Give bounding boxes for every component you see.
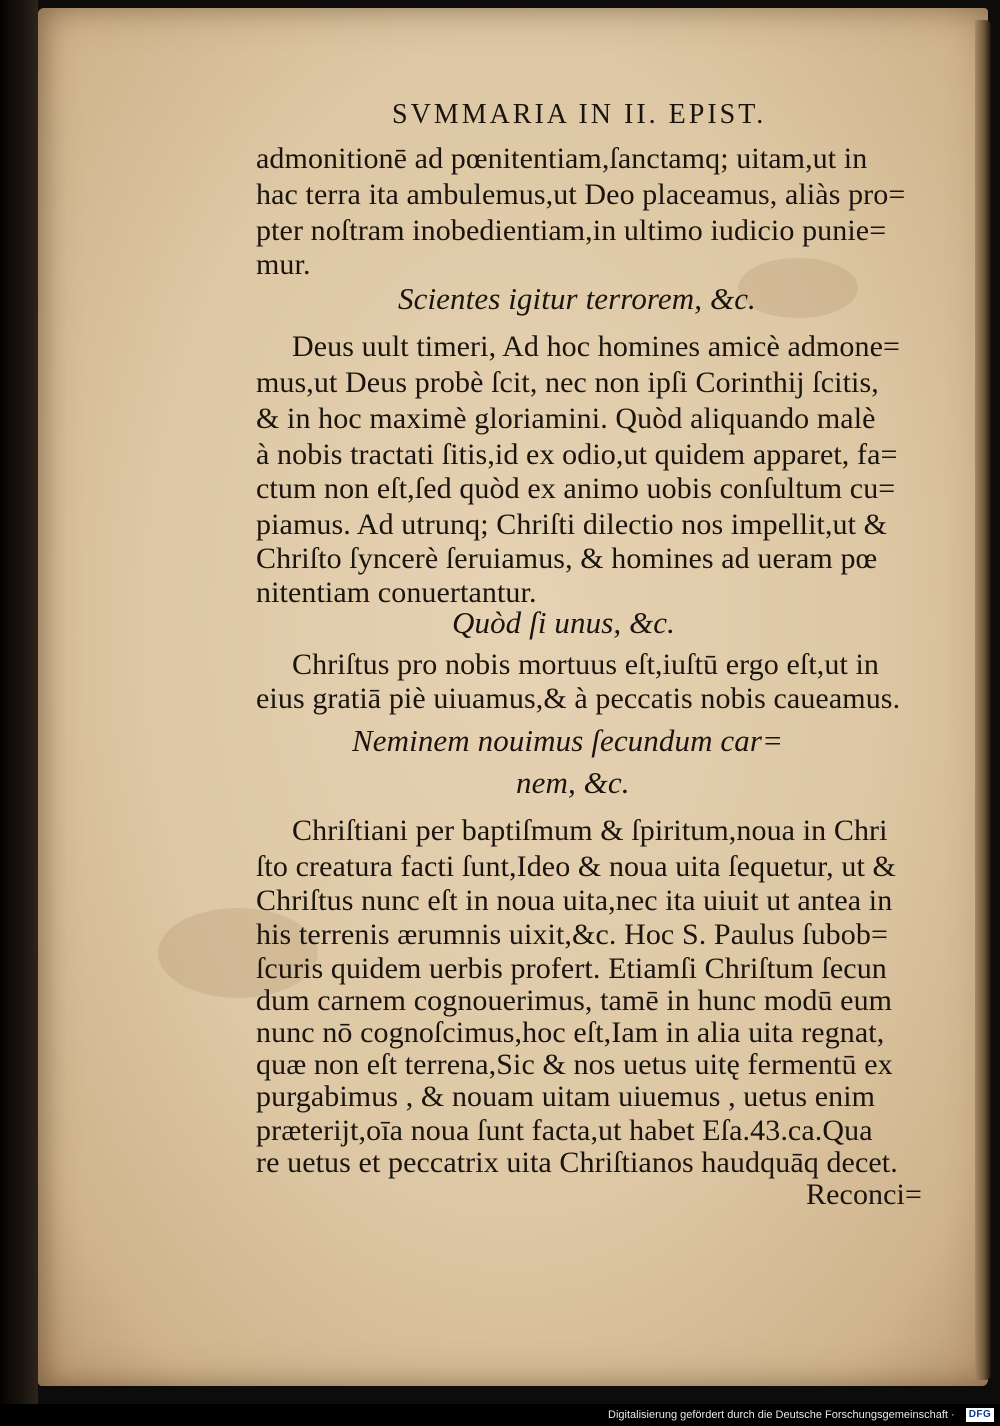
text-line: eius gratiā piè uiuamus,& à peccatis nobis caueamus.: [256, 682, 901, 715]
text-line: Chriſtiani per baptiſmum & ſpiritum,noua in Chri: [292, 814, 888, 847]
catchword: Reconci=: [806, 1178, 923, 1211]
text-line: ſcuris quidem uerbis profert. Etiamſi Chriſtum ſecun: [256, 952, 887, 985]
text-line: mus,ut Deus probè ſcit, nec non ipſi Corinthij ſcitis,: [256, 366, 879, 399]
text-line: his terrenis ærumnis uixit,&c. Hoc S. Paulus ſubob=: [256, 918, 888, 951]
text-line: dum carnem cognouerimus, tamē in hunc modū eum: [256, 984, 893, 1017]
binding-edge: [0, 0, 38, 1426]
running-header: SVMMARIA IN II. EPIST.: [392, 99, 767, 130]
page-edge-right: [975, 20, 991, 1380]
dfg-logo: DFG: [966, 1408, 994, 1422]
text-line: Chriſto ſyncerè ſeruiamus, & homines ad ueram pœ: [256, 542, 878, 575]
section-heading: nem, &c.: [516, 765, 630, 800]
text-line: à nobis tractati ſitis,id ex odio,ut quidem apparet, fa=: [256, 438, 898, 471]
text-line: nunc nō cognoſcimus,hoc eſt,Iam in alia uita regnat,: [256, 1016, 885, 1049]
text-line: quæ non eſt terrena,Sic & nos uetus uitę fermentū ex: [256, 1048, 893, 1081]
text-line: præterijt,oīa noua ſunt facta,ut habet Eſa.43.ca.Qua: [256, 1114, 873, 1147]
text-line: piamus. Ad utrunq; Chriſti dilectio nos impellit,ut &: [256, 508, 888, 541]
text-line: Chriſtus pro nobis mortuus eſt,iuſtū ergo eſt,ut in: [292, 648, 880, 681]
text-line: pter noſtram inobedientiam,in ultimo iudicio punie=: [256, 214, 887, 247]
text-line: hac terra ita ambulemus,ut Deo placeamus, aliàs pro=: [256, 178, 906, 211]
section-heading: Quòd ſi unus, &c.: [452, 605, 675, 640]
text-line: Chriſtus nunc eſt in noua uita,nec ita uiuit ut antea in: [256, 884, 893, 917]
text-line: purgabimus , & nouam uitam uiuemus , uetus enim: [256, 1080, 876, 1113]
text-line: admonitionē ad pœnitentiam,ſanctamq; uitam,ut in: [256, 142, 868, 175]
text-line: Deus uult timeri, Ad hoc homines amicè admone=: [292, 330, 901, 363]
text-line: & in hoc maximè gloriamini. Quòd aliquando malè: [256, 402, 876, 435]
text-line: ſto creatura facti ſunt,Ideo & noua uita ſequetur, ut &: [256, 850, 896, 883]
text-line: mur.: [256, 248, 311, 281]
stain: [738, 258, 858, 318]
text-line: re uetus et peccatrix uita Chriſtianos haudquāq decet.: [256, 1146, 898, 1179]
text-line: ctum non eſt,ſed quòd ex animo uobis conſultum cu=: [256, 472, 896, 505]
section-heading: Neminem nouimus ſecundum car=: [352, 723, 784, 758]
section-heading: Scientes igitur terrorem, &c.: [398, 281, 756, 316]
digitization-credit: Digitalisierung gefördert durch die Deutsche Forschungsgemeinschaft ·: [608, 1409, 955, 1421]
text-line: nitentiam conuertantur.: [256, 576, 537, 609]
